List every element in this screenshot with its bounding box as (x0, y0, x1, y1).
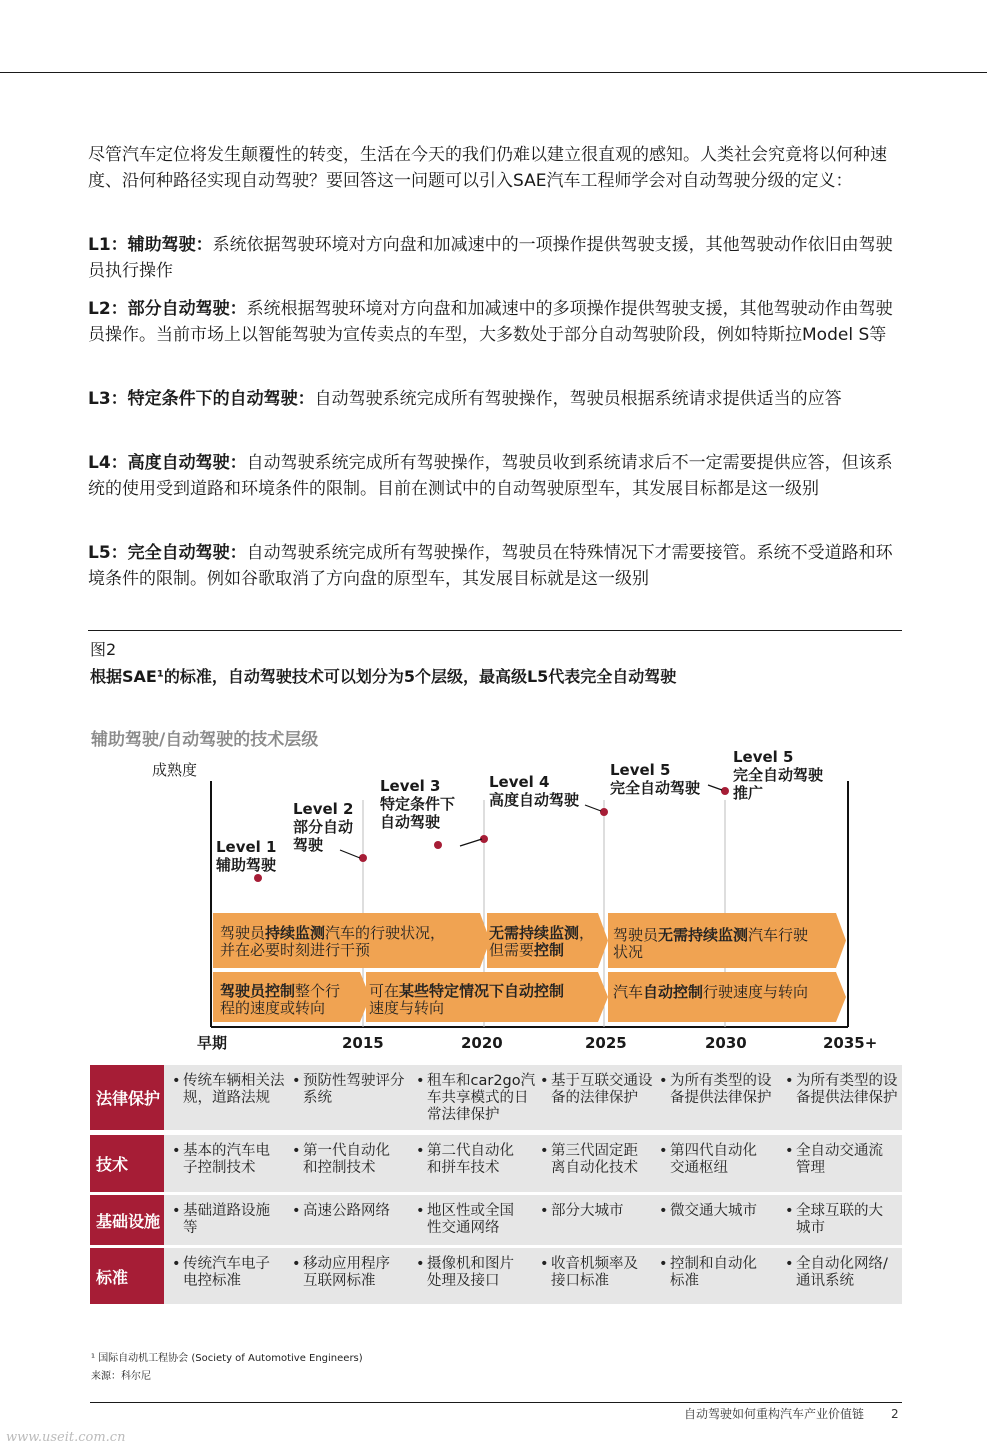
grid-cell-text: 摄像机和图片 处理及接口 (427, 1256, 514, 1289)
bullet-icon: • (292, 1143, 301, 1159)
arrow-band-text (220, 925, 445, 959)
level-label (733, 748, 823, 802)
grid-cell-text: 收音机频率及 接口标准 (551, 1256, 638, 1289)
grid-cell (540, 1073, 653, 1107)
grid-cell-text: 移动应用程序 互联网标准 (303, 1256, 390, 1289)
year-tick-label: 2015 (342, 1034, 384, 1052)
grid-cell (785, 1256, 888, 1290)
grid-cell-text: 传统汽车电子 电控标准 (183, 1256, 270, 1289)
footnote-sae: ¹ 国际自动机工程协会 (Society of Automotive Engineers) (91, 1353, 363, 1364)
level-leader-line (585, 805, 601, 811)
grid-cell (785, 1143, 883, 1177)
level-label-name: 完全自动驾驶 推广 (733, 766, 824, 802)
bullet-icon: • (416, 1073, 425, 1089)
arrow-text-emphasis: 持续监测 (265, 924, 326, 942)
grid-cell-text: 全自动交通流 管理 (796, 1143, 883, 1176)
bullet-icon: • (172, 1073, 181, 1089)
page-number: 2 (891, 1407, 899, 1421)
grid-cell-text: 基础道路设施 等 (183, 1203, 270, 1236)
level-label (216, 838, 276, 874)
grid-cell-text: 预防性驾驶评分 系统 (303, 1073, 405, 1106)
bullet-icon: • (416, 1203, 425, 1219)
arrow-text-part: 驾驶员 (613, 926, 659, 944)
level-label (293, 800, 353, 854)
bullet-icon: • (416, 1143, 425, 1159)
bullet-icon: • (172, 1256, 181, 1272)
grid-cell (416, 1256, 514, 1290)
grid-cell-text: 全自动化网络/ 通讯系统 (796, 1256, 888, 1289)
bullet-icon: • (785, 1073, 794, 1089)
bullet-icon: • (172, 1203, 181, 1219)
arrow-text-part: 整个行 程的速度或转向 (220, 982, 341, 1017)
bullet-icon: • (785, 1203, 794, 1219)
grid-cell-text: 全球互联的大 城市 (796, 1203, 883, 1236)
arrow-text-part: 汽车 (613, 983, 644, 1001)
chart-title: 辅助驾驶/自动驾驶的技术层级 (91, 730, 319, 750)
bullet-icon: • (540, 1143, 549, 1159)
grid-cell-text: 第一代自动化 和控制技术 (303, 1143, 390, 1176)
grid-cell-text: 控制和自动化 标准 (670, 1256, 757, 1289)
year-tick-label: 2020 (461, 1034, 503, 1052)
grid-cell (172, 1256, 270, 1290)
arrow-text-emphasis: 无需持续监测 (489, 924, 580, 942)
level-term: L5：完全自动驾驶： (88, 543, 247, 563)
grid-cell-text: 基于互联交通设 备的法律保护 (551, 1073, 653, 1106)
bullet-icon: • (540, 1073, 549, 1089)
grid-cell-text: 租车和car2go汽 车共享模式的日 常法律保护 (427, 1073, 536, 1123)
level-marker-dot (721, 787, 729, 795)
level-label-number: Level 5 (733, 748, 794, 766)
arrow-text-emphasis: 自动控制 (643, 983, 704, 1001)
grid-cell-text: 微交通大城市 (670, 1203, 757, 1219)
grid-cell (172, 1203, 270, 1237)
arrow-text-emphasis: 控制 (534, 941, 565, 959)
arrow-band-text (220, 983, 340, 1017)
level-text: 系统依据驾驶环境对方向盘和加减速中的一项操作提供驾驶支援，其他驾驶动作依旧由驾驶员执行操作 (88, 235, 893, 281)
bullet-icon: • (292, 1256, 301, 1272)
grid-cell (416, 1073, 536, 1124)
grid-cell (292, 1073, 405, 1107)
bullet-icon: • (540, 1256, 549, 1272)
arrow-text-part: 驾驶员 (220, 924, 266, 942)
figure-label: 图2 (90, 640, 117, 659)
arrow-band-text (613, 984, 808, 1001)
grid-cell (540, 1143, 638, 1177)
level-term: L4：高度自动驾驶： (88, 453, 247, 473)
year-tick-label: 2035+ (823, 1034, 878, 1052)
arrow-text-part: 汽车的行驶状况， 并在必要时刻进行干预 (220, 924, 446, 959)
level-term: L2：部分自动驾驶： (88, 299, 247, 319)
arrow-text-emphasis: 无需持续监测 (658, 926, 749, 944)
grid-cell (172, 1143, 270, 1177)
level-label-name: 辅助驾驶 (216, 856, 277, 874)
grid-cell (785, 1073, 898, 1107)
level-leader-line (460, 839, 482, 846)
level-label-number: Level 5 (610, 761, 671, 779)
level-label-number: Level 1 (216, 838, 277, 856)
level-marker-dot (359, 854, 367, 862)
level-label-name: 高度自动驾驶 (489, 791, 580, 809)
grid-cell-text: 基本的汽车电 子控制技术 (183, 1143, 270, 1176)
bullet-icon: • (785, 1256, 794, 1272)
level-label-name: 部分自动 驾驶 (293, 818, 354, 854)
year-tick-label: 2030 (705, 1034, 747, 1052)
arrow-band-text (613, 927, 808, 961)
bullet-icon: • (659, 1203, 668, 1219)
footer-title: 自动驾驶如何重构汽车产业价值链 (684, 1407, 865, 1421)
grid-cell (785, 1203, 883, 1237)
y-axis-label: 成熟度 (152, 761, 198, 779)
grid-row (90, 1248, 902, 1304)
year-tick-label: 早期 (197, 1034, 228, 1052)
level-label-name: 特定条件下 自动驾驶 (380, 795, 456, 831)
level-text: 系统根据驾驶环境对方向盘和加减速中的多项操作提供驾驶支援，其他驾驶动作由驾驶员操作。当前市场上以智能驾驶为宣传卖点的车型，大多数处于部分自动驾驶阶段，例如特斯拉Model S等 (88, 299, 893, 345)
level-term: L1：辅助驾驶： (88, 235, 213, 255)
grid-row-header: 标准 (90, 1248, 164, 1304)
bullet-icon: • (659, 1073, 668, 1089)
footnote-source: 来源：科尔尼 (91, 1371, 151, 1382)
arrow-text-part: 汽车行驶 状况 (613, 926, 809, 961)
grid-cell (292, 1256, 390, 1290)
watermark: www.useit.com.cn (6, 1430, 126, 1445)
grid-cell (416, 1203, 514, 1237)
grid-cell (292, 1143, 390, 1177)
level-label (380, 777, 455, 831)
grid-row (90, 1195, 902, 1245)
grid-cell (540, 1203, 624, 1220)
level-label-name: 完全自动驾驶 (610, 779, 701, 797)
level-leader-line (708, 785, 722, 790)
level-label-number: Level 4 (489, 773, 550, 791)
arrow-text-emphasis: 某些特定情况下自动控制 (399, 982, 565, 1000)
grid-cell (659, 1143, 757, 1177)
level-text: 自动驾驶系统完成所有驾驶操作，驾驶员收到系统请求后不一定需要提供应答，但该系统的使用受到道路和环境条件的限制。目前在测试中的自动驾驶原型车，其发展目标都是这一级别 (88, 453, 893, 499)
arrow-band-text (369, 983, 564, 1017)
grid-row-header: 法律保护 (90, 1065, 164, 1130)
level-marker-dot (600, 808, 608, 816)
grid-cell-text: 高速公路网络 (303, 1203, 390, 1219)
bullet-icon: • (292, 1203, 301, 1219)
arrow-text-part: 速度与转向 (369, 999, 445, 1017)
grid-cell (659, 1256, 757, 1290)
level-label (489, 773, 579, 809)
grid-row-header: 技术 (90, 1135, 164, 1192)
grid-cell (416, 1143, 514, 1177)
grid-cell-text: 部分大城市 (551, 1203, 624, 1219)
level-text: 自动驾驶系统完成所有驾驶操作，驾驶员根据系统请求提供适当的应答 (314, 389, 842, 409)
level-marker-dot (434, 841, 442, 849)
level-text: 自动驾驶系统完成所有驾驶操作，驾驶员在特殊情况下才需要接管。系统不受道路和环境条件的限制。例如谷歌取消了方向盘的原型车，其发展目标就是这一级别 (88, 543, 893, 589)
level-term: L3：特定条件下的自动驾驶： (88, 389, 315, 409)
bullet-icon: • (416, 1256, 425, 1272)
grid-cell-text: 为所有类型的设 备提供法律保护 (796, 1073, 898, 1106)
bullet-icon: • (785, 1143, 794, 1159)
grid-cell (659, 1073, 772, 1107)
level-label (610, 761, 700, 797)
level-label-number: Level 2 (293, 800, 354, 818)
bullet-icon: • (659, 1143, 668, 1159)
bottom-rule (90, 1402, 902, 1403)
figure-title: 根据SAE¹的标准，自动驾驶技术可以划分为5个层级，最高级L5代表完全自动驾驶 (90, 667, 677, 686)
grid-row (90, 1135, 902, 1192)
intro-paragraph: 尽管汽车定位将发生颠覆性的转变，生活在今天的我们仍难以建立很直观的感知。人类社会究竟将以何种速度、沿何种路径实现自动驾驶？要回答这一问题可以引入SAE汽车工程师学会对自动驾驶分级的定义： (88, 145, 887, 191)
grid-cell-text: 第四代自动化 交通枢纽 (670, 1143, 757, 1176)
bullet-icon: • (172, 1143, 181, 1159)
grid-cell (172, 1073, 285, 1107)
grid-cell-text: 传统车辆相关法 规，道路法规 (183, 1073, 285, 1106)
year-tick-label: 2025 (585, 1034, 627, 1052)
grid-cell (292, 1203, 390, 1220)
grid-row (90, 1065, 902, 1130)
grid-row-header: 基础设施 (90, 1195, 164, 1245)
grid-cell-text: 第三代固定距 离自动化技术 (551, 1143, 638, 1176)
arrow-band-text (489, 925, 594, 959)
arrow-text-part: 行驶速度与转向 (703, 983, 809, 1001)
arrow-text-emphasis: 驾驶员控制 (220, 982, 296, 1000)
grid-cell-text: 第二代自动化 和拼车技术 (427, 1143, 514, 1176)
bullet-icon: • (659, 1256, 668, 1272)
grid-cell (659, 1203, 757, 1220)
grid-cell (540, 1256, 638, 1290)
grid-cell-text: 地区性或全国 性交通网络 (427, 1203, 514, 1236)
bullet-icon: • (540, 1203, 549, 1219)
bullet-icon: • (292, 1073, 301, 1089)
level-label-number: Level 3 (380, 777, 441, 795)
arrow-text-part: ， 但需要 (489, 924, 595, 959)
level-marker-dot (254, 874, 262, 882)
grid-cell-text: 为所有类型的设 备提供法律保护 (670, 1073, 772, 1106)
arrow-text-part: 可在 (369, 982, 400, 1000)
